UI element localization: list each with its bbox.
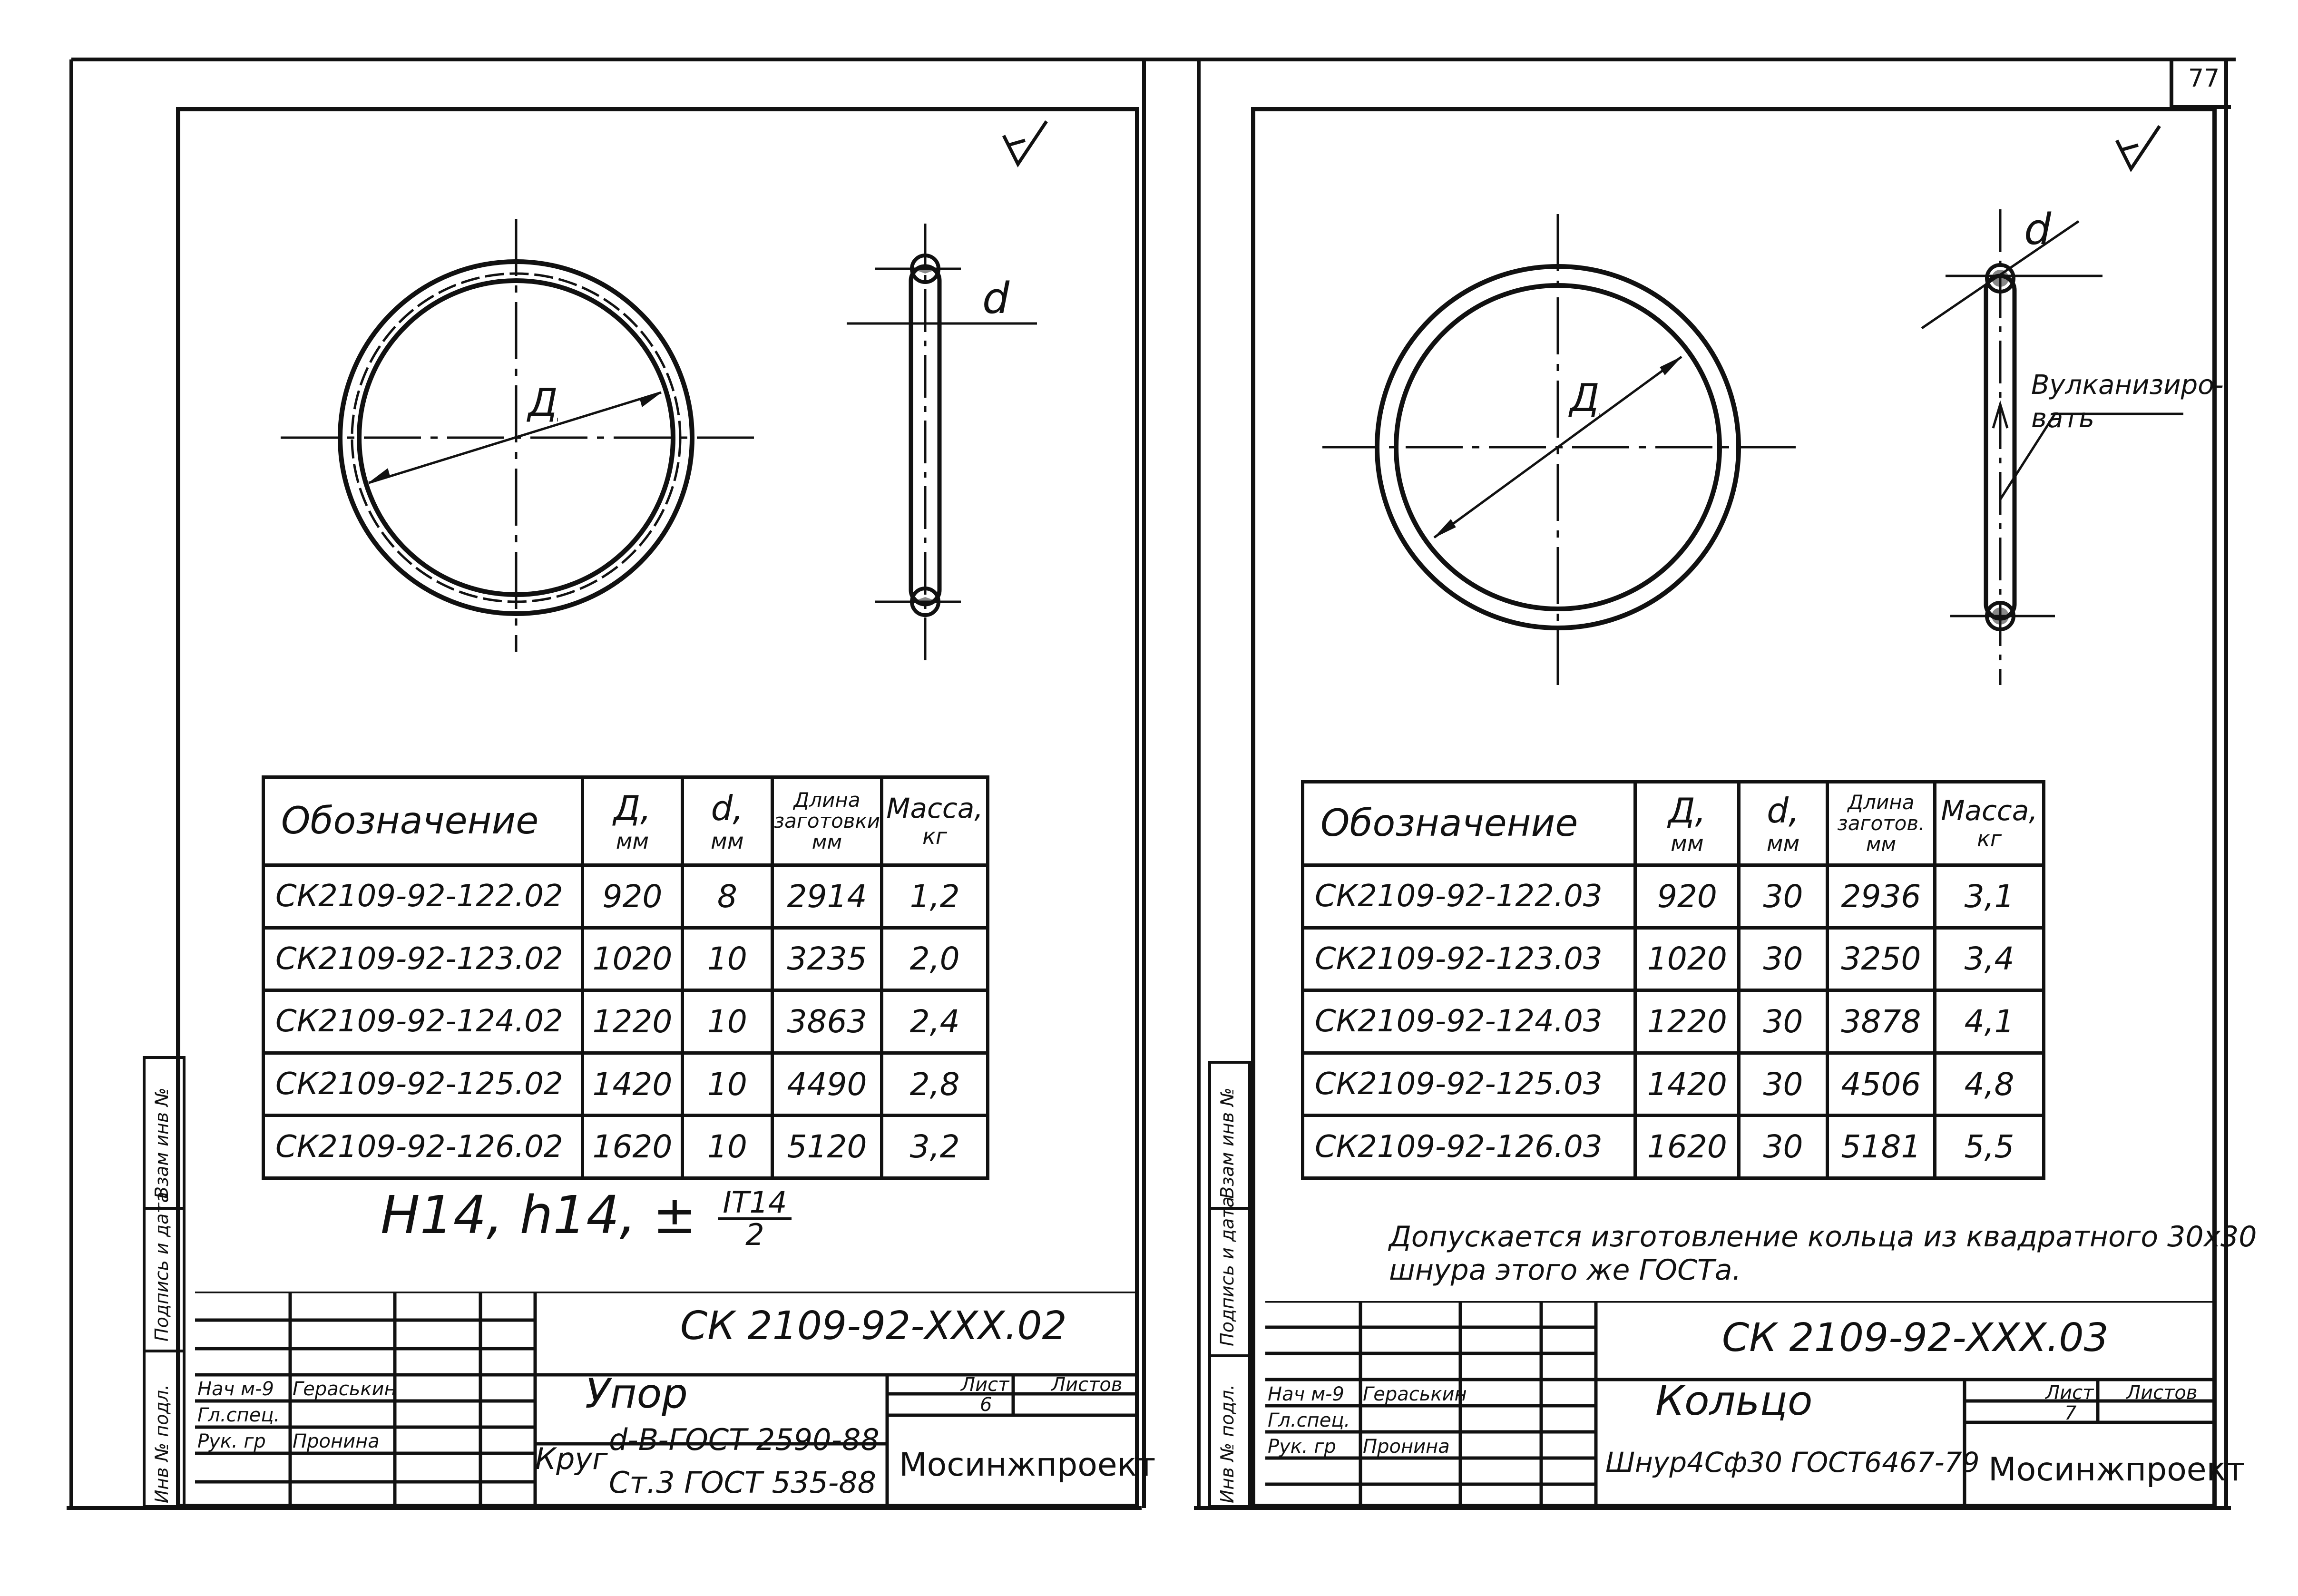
cell-designation: СК2109-92-122.03: [1303, 865, 1635, 928]
note-line-2: шнура этого же ГОСТа.: [1389, 1253, 1741, 1287]
cell-mass: 3,4: [1935, 928, 2044, 990]
cell-mass: 4,1: [1935, 990, 2044, 1053]
cell-designation: СК2109-92-125.03: [1303, 1053, 1635, 1116]
left-spec-table: [262, 775, 989, 1180]
cell-designation: СК2109-92-125.02: [264, 1053, 583, 1116]
cell-D: 1620: [1635, 1116, 1739, 1178]
name-3: Пронина: [1363, 1436, 1450, 1458]
name-1: Гераськин: [1363, 1383, 1467, 1405]
cell-d: 30: [1739, 1053, 1827, 1116]
ring-drawing: [1318, 209, 1850, 690]
cell-designation: СК2109-92-124.03: [1303, 990, 1635, 1053]
section-label: d: [2024, 205, 2052, 255]
cell-length: 3863: [772, 990, 881, 1053]
cell-d: 30: [1739, 865, 1827, 928]
cell-D: 1420: [582, 1053, 682, 1116]
cell-length: 5120: [772, 1116, 881, 1178]
cell-designation: СК2109-92-124.02: [264, 990, 583, 1053]
cell-designation: СК2109-92-123.03: [1303, 928, 1635, 990]
table-row: [264, 990, 988, 1053]
ring-drawing: [266, 214, 809, 671]
header-designation: Обозначение: [1303, 782, 1635, 865]
material: Шнур4Сф30 ГОСТ6467-79: [1605, 1446, 1980, 1479]
cell-length: 4506: [1827, 1053, 1935, 1116]
diameter-label: Д: [1570, 376, 1600, 420]
side-label-signature: Подпись и дата: [1217, 1196, 1238, 1346]
drawing-code: СК 2109-92-XXX.03: [1722, 1315, 2109, 1361]
cell-mass: 2,4: [882, 990, 988, 1053]
table-row: [1303, 1116, 2044, 1178]
cell-d: 10: [682, 928, 772, 990]
cell-length: 5181: [1827, 1116, 1935, 1178]
header-mass: Масса, кг: [882, 777, 988, 865]
cell-length: 4490: [772, 1053, 881, 1116]
table-row: [264, 1116, 988, 1178]
cell-d: 8: [682, 865, 772, 928]
cell-length: 3235: [772, 928, 881, 990]
cell-mass: 5,5: [1935, 1116, 2044, 1178]
header-length: Длина заготовки мм: [772, 777, 881, 865]
cell-mass: 4,8: [1935, 1053, 2044, 1116]
role-2: Гл.спец.: [197, 1404, 280, 1426]
cell-mass: 1,2: [882, 865, 988, 928]
section-label: d: [982, 274, 1010, 323]
diameter-label: Д: [528, 381, 558, 425]
header-length: Длина заготов. мм: [1827, 782, 1935, 865]
note-line-1: Допускается изготовление кольца из квадратного 30х30: [1389, 1220, 2257, 1253]
cell-mass: 2,0: [882, 928, 988, 990]
table-row: [1303, 990, 2044, 1053]
side-label-replace: Взам инв №: [151, 1087, 172, 1199]
cell-mass: 3,2: [882, 1116, 988, 1178]
header-mass: Масса, кг: [1935, 782, 2044, 865]
material-line2: Ст.3 ГОСТ 535-88: [609, 1465, 877, 1500]
drawing-code: СК 2109-92-XXX.02: [680, 1303, 1067, 1349]
roughness-mark: [2112, 119, 2169, 176]
cell-length: 3250: [1827, 928, 1935, 990]
header-d: d, мм: [1739, 782, 1827, 865]
cell-D: 920: [582, 865, 682, 928]
cell-D: 1420: [1635, 1053, 1739, 1116]
cell-mass: 3,1: [1935, 865, 2044, 928]
role-3: Рук. гр: [1268, 1436, 1336, 1458]
tolerance-numerator: IT14: [718, 1188, 792, 1220]
role-1: Нач м-9: [197, 1378, 274, 1400]
side-label-inv: Инв № подл.: [151, 1384, 172, 1503]
role-1: Нач м-9: [1268, 1383, 1344, 1405]
role-3: Рук. гр: [197, 1430, 266, 1452]
cell-d: 30: [1739, 990, 1827, 1053]
name-3: Пронина: [293, 1430, 380, 1452]
right-spec-table: [1301, 780, 2045, 1180]
side-label-inv: Инв № подл.: [1217, 1384, 1238, 1503]
organization: Мосинжпроект: [899, 1446, 1156, 1484]
section-view: [1879, 205, 2193, 690]
cell-D: 920: [1635, 865, 1739, 928]
cell-length: 3878: [1827, 990, 1935, 1053]
cell-designation: СК2109-92-126.03: [1303, 1116, 1635, 1178]
sheet-number: 7: [2064, 1402, 2077, 1424]
cell-D: 1220: [582, 990, 682, 1053]
part-name: Упор: [585, 1370, 688, 1418]
tolerance-denominator: 2: [745, 1217, 764, 1252]
cell-D: 1620: [582, 1116, 682, 1178]
cell-designation: СК2109-92-123.02: [264, 928, 583, 990]
side-label-replace: Взам инв №: [1217, 1087, 1238, 1199]
cell-D: 1020: [582, 928, 682, 990]
cell-d: 30: [1739, 1116, 1827, 1178]
part-name: Кольцо: [1655, 1377, 1813, 1425]
role-2: Гл.спец.: [1268, 1410, 1350, 1431]
table-row: [1303, 1053, 2044, 1116]
page-number: 77: [2188, 64, 2220, 93]
name-1: Гераськин: [293, 1378, 397, 1400]
material-prefix: Круг: [535, 1441, 608, 1476]
table-row: [264, 865, 988, 928]
cell-D: 1020: [1635, 928, 1739, 990]
cell-designation: СК2109-92-126.02: [264, 1116, 583, 1178]
header-D: Д, мм: [582, 777, 682, 865]
section-view: [847, 214, 1046, 671]
cell-d: 10: [682, 1116, 772, 1178]
table-row: [264, 1053, 988, 1116]
material-line1: d-B-ГОСТ 2590-88: [609, 1422, 880, 1457]
cell-length: 2914: [772, 865, 881, 928]
cell-mass: 2,8: [882, 1053, 988, 1116]
cell-d: 30: [1739, 928, 1827, 990]
header-d: d, мм: [682, 777, 772, 865]
table-row: [1303, 928, 2044, 990]
header-D: Д, мм: [1635, 782, 1739, 865]
cell-d: 10: [682, 1053, 772, 1116]
sheets-label: Листов: [1051, 1374, 1123, 1396]
vulcanize-callout: Вулканизиро-вать: [2031, 370, 2224, 434]
table-row: [264, 928, 988, 990]
sheet-number: 6: [980, 1394, 992, 1416]
tolerance-note: H14, h14, ± $\frac{IT14}{2}$: [381, 1185, 792, 1250]
cell-designation: СК2109-92-122.02: [264, 865, 583, 928]
header-designation: Обозначение: [264, 777, 583, 865]
cell-D: 1220: [1635, 990, 1739, 1053]
sheets-label: Листов: [2126, 1382, 2198, 1404]
cell-length: 2936: [1827, 865, 1935, 928]
table-row: [1303, 865, 2044, 928]
sheet-label: Лист: [2045, 1382, 2094, 1404]
cell-d: 10: [682, 990, 772, 1053]
roughness-mark: [999, 114, 1056, 171]
side-label-signature: Подпись и дата: [151, 1192, 172, 1341]
organization: Мосинжпроект: [1988, 1451, 2245, 1488]
sheet-label: Лист: [961, 1374, 1009, 1396]
